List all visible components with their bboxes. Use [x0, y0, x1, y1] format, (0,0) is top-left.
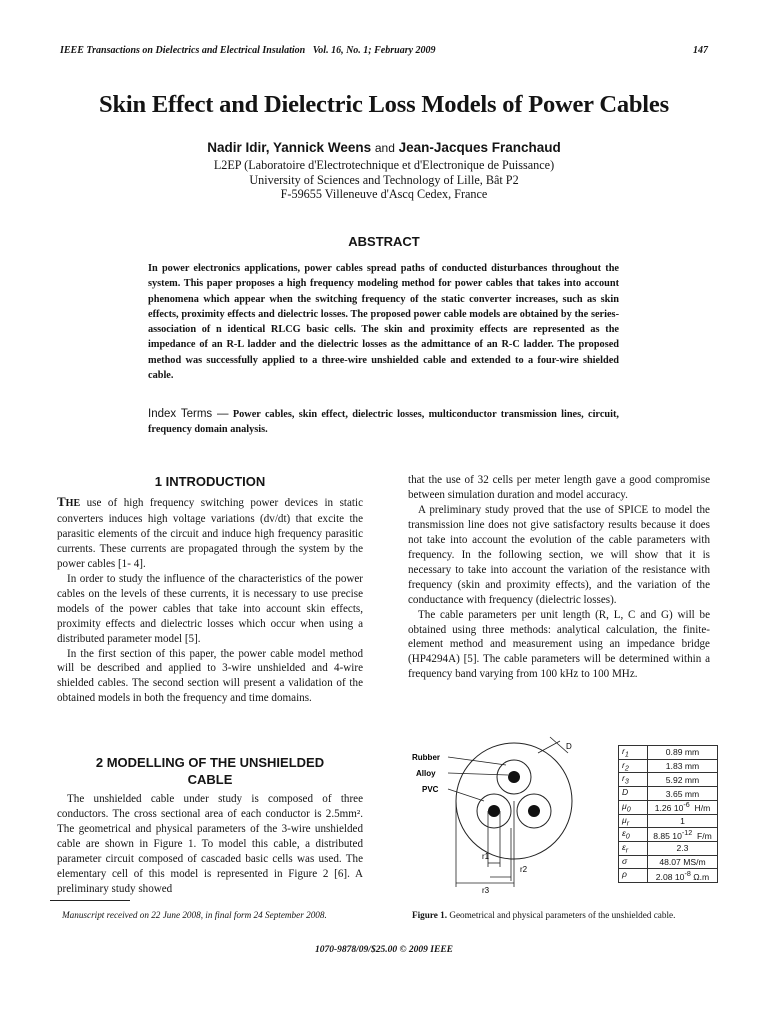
index-terms-label: Index Terms — — [148, 408, 229, 420]
label-rubber: Rubber — [412, 753, 440, 762]
paragraph: In order to study the influence of the characteristics of the power cables on the levels of these currents, it is necessary to use precise models of the power cables that take into account skin effects, proximity effects and dielectric losses which occur when using a distributed parameter model [5]. — [57, 572, 363, 645]
parameter-symbol: ρ — [619, 869, 648, 883]
parameter-table-wrapper — [618, 745, 718, 883]
section-heading-line: CABLE — [187, 772, 233, 787]
footnote: Manuscript received on 22 June 2008, in final form 24 September 2008. — [62, 910, 327, 920]
affiliation-line: F-59655 Villeneuve d'Ascq Cedex, France — [280, 187, 488, 201]
journal-volume: Vol. 16, No. 1; February 2009 — [312, 45, 436, 56]
parameter-row — [619, 855, 718, 869]
parameter-row — [619, 746, 718, 760]
parameter-symbol: $r_3$ — [619, 773, 648, 787]
parameter-symbol: $\varepsilon_r$ — [619, 842, 648, 856]
section-heading-line: 2 MODELLING OF THE UNSHIELDED — [95, 755, 325, 770]
parameter-symbol: $\varepsilon_0$ — [619, 828, 648, 842]
right-column-body — [408, 473, 710, 682]
parameter-symbol: $r_1$ — [619, 746, 648, 760]
journal-name: IEEE Transactions on Dielectrics and Electrical Insulation — [60, 45, 306, 56]
paragraph-text: use of high frequency switching power devices in static converters induces high voltage variations (dv/dt) that excite the parasitic elements of the circuit and induce high frequency parasitic currents. These currents are propagated through the system by the power cables [1- 4]. — [57, 497, 363, 570]
parameter-symbol: σ — [619, 855, 648, 869]
paragraph: The unshielded cable under study is composed of three conductors. The cross sectional area of each conductor is 2.5mm². The geometrical and physical parameters of the 3-wire unshielded cable are shown in Figure 1. To model this cable, a distributed parameter circuit composed of cascaded basic cells was used. The elementary cell of this model is represented in Figure 2 [6]. A preliminary study showed — [57, 793, 363, 895]
running-header — [60, 45, 436, 56]
label-r3: r3 — [482, 886, 490, 895]
section-heading-introduction: 1 INTRODUCTION — [154, 474, 266, 489]
parameter-value: 48.07 MS/m — [648, 855, 718, 869]
parameter-value: 0.89 mm — [648, 746, 718, 760]
section-heading-modelling — [57, 754, 363, 788]
parameter-value: 5.92 mm — [648, 773, 718, 787]
label-pvc: PVC — [422, 785, 439, 794]
affiliation — [0, 158, 768, 202]
parameter-symbol: $r_2$ — [619, 759, 648, 773]
parameter-value: 8.85 $10^{-12}$ F/m — [648, 828, 718, 842]
parameter-row — [619, 759, 718, 773]
parameter-row — [619, 869, 718, 883]
label-r1: r1 — [482, 852, 490, 861]
author-and: and — [374, 141, 395, 155]
affiliation-line: L2EP (Laboratoire d'Electrotechnique et d'Electronique de Puissance) — [213, 158, 555, 172]
copyright-line: 1070-9878/09/$25.00 © 2009 IEEE — [315, 945, 453, 955]
parameter-value: 1.83 mm — [648, 759, 718, 773]
label-alloy: Alloy — [416, 769, 436, 778]
label-d: D — [566, 742, 572, 751]
parameter-row — [619, 773, 718, 787]
conductor-core — [488, 805, 500, 817]
parameter-row — [619, 787, 718, 801]
parameter-value: 3.65 mm — [648, 787, 718, 801]
abstract-text: In power electronics applications, power cables spread paths of conducted disturbances throughout the system. This paper proposes a high frequency modeling method for power cables that takes into account phenomena which appear when the switching frequency of the static converter increases, such as skin effects, proximity effects and dielectric losses. The proposed power cable models are obtained by the series-association of n identical RLCG basic cells. The skin and proximity effects are represented as the impedance of an R-L ladder and the dielectric losses as the admittance of an R-C ladder. The proposed method was successfully applied to a three-wire unshielded cable and extended to a four-wire shielded cable. — [148, 263, 619, 382]
index-terms — [148, 407, 619, 438]
parameter-row — [619, 814, 718, 828]
parameter-row — [619, 800, 718, 814]
footnote-rule — [50, 900, 130, 901]
affiliation-line: University of Sciences and Technology of Lille, Bât P2 — [249, 172, 519, 187]
parameter-symbol: $\mu_r$ — [619, 814, 648, 828]
figure-caption — [412, 910, 675, 920]
parameter-row — [619, 828, 718, 842]
page-number: 147 — [693, 45, 708, 56]
parameter-symbol: D — [619, 787, 648, 801]
index-terms-text: Power cables, skin effect, dielectric losses, multiconductor transmission lines, circuit, frequency domain analysis. — [148, 409, 619, 436]
figure-caption-label: Figure 1. — [412, 910, 448, 920]
label-r2: r2 — [520, 865, 528, 874]
paragraph: The cable parameters per unit length (R, L, C and G) will be obtained using three methods: analytical calculation, the finite-element method and measurement using an impedance bridge (HP4294A) [5]. The cable parameters will be determined within a frequency band varying from 100 kHz to 100 MHz. — [408, 608, 710, 681]
author-names: Nadir Idir, Yannick Weens — [207, 140, 372, 155]
abstract-heading: ABSTRACT — [348, 234, 420, 249]
paragraph — [57, 495, 363, 572]
parameter-value: 2.08 $10^{-8}$ Ω.m — [648, 869, 718, 883]
small-caps: HE — [65, 498, 81, 509]
parameter-table — [618, 745, 718, 883]
parameter-row — [619, 842, 718, 856]
conductor-core — [528, 805, 540, 817]
parameter-value: 1 — [648, 814, 718, 828]
author-last: Jean-Jacques Franchaud — [398, 140, 561, 155]
parameter-value: 2.3 — [648, 842, 718, 856]
paragraph: In the first section of this paper, the power cable model method will be described and applied to 3-wire unshielded and 4-wire shielded cables. The second section will present a validation of the obtained models in both the frequency and time domains. — [57, 647, 363, 705]
drop-cap: T — [57, 494, 66, 509]
modelling-body — [57, 792, 363, 897]
cable-cross-section-figure — [410, 735, 610, 895]
figure-caption-text: Geometrical and physical parameters of the unshielded cable. — [447, 910, 676, 920]
author-list — [0, 140, 768, 155]
conductor-core — [508, 771, 520, 783]
paragraph: A preliminary study proved that the use of SPICE to model the transmission line does not give satisfactory results because it does not take into account the evolution of the cable parameters with frequency. In the following section, we will show that it is necessary to take into account the variation of the resistance with frequency (skin and proximity effects), and the variation of the conductance with frequency (dielectric losses). — [408, 503, 710, 606]
parameter-value: 1.26 $10^{-6}$ H/m — [648, 800, 718, 814]
paragraph: that the use of 32 cells per meter length gave a good compromise between simulation duration and model accuracy. — [408, 474, 710, 501]
parameter-symbol: $\mu_0$ — [619, 800, 648, 814]
introduction-body — [57, 495, 363, 706]
paper-title: Skin Effect and Dielectric Loss Models of Power Cables — [99, 91, 669, 118]
